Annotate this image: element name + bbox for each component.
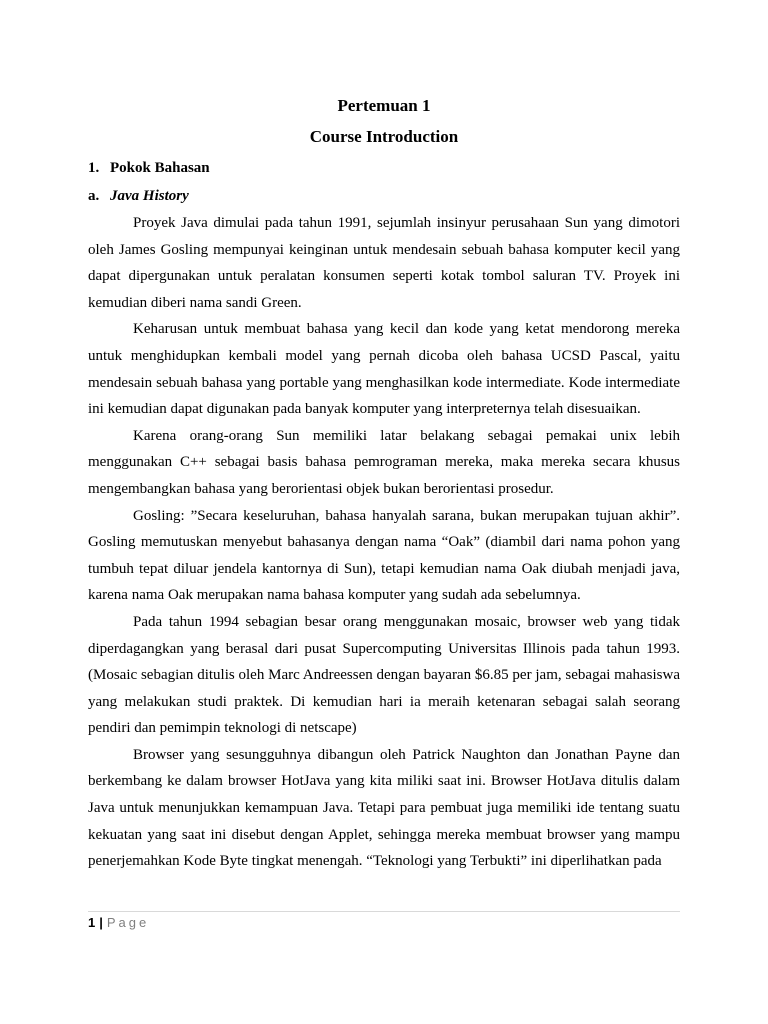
section-heading <box>88 155 680 181</box>
body-paragraph: Keharusan untuk membuat bahasa yang kecil dan kode yang ketat mendorong mereka untuk menghidupkan kembali model yang pernah dicoba oleh bahasa UCSD Pascal, yaitu mendesain sebuah bahasa yang portable yang menghasilkan kode intermediate. Kode intermediate ini kemudian dapat digunakan pada banyak komputer yang interpreternya telah disesuaikan. <box>88 321 680 418</box>
footer-page-label: Page <box>106 915 150 930</box>
body-paragraph: Gosling: ”Secara keseluruhan, bahasa hanyalah sarana, bukan merupakan tujuan akhir”. Gosling memutuskan menyebut bahasanya dengan nama “Oak” (diambil dari nama pohon yang tumbuh tepat diluar jendela kantornya di Sun), tetapi kemudian nama Oak diubah menjadi java, karena nama Oak merupakan nama bahasa komputer yang sudah ada sebelumnya. <box>88 507 680 604</box>
page-content <box>88 90 680 875</box>
subsection-heading <box>88 183 680 209</box>
body-paragraph: Browser yang sesungguhnya dibangun oleh Patrick Naughton dan Jonathan Payne dan berkembang ke dalam browser HotJava yang kita miliki saat ini. Browser HotJava ditulis dalam Java untuk menunjukkan kemampuan Java. Tetapi para pembuat juga memiliki ide tentang suatu kekuatan yang saat ini disebut dengan Applet, sehingga mereka membuat browser yang mampu penerjemahkan Kode Byte tingkat menengah. “Teknologi yang Terbukti” ini diperlihatkan pada <box>88 746 680 870</box>
footer-divider <box>88 911 680 912</box>
body-paragraph: Karena orang-orang Sun memiliki latar belakang sebagai pemakai unix lebih menggunakan C++ sebagai basis bahasa pemrograman mereka, maka mereka secara khusus mengembangkan bahasa yang berorientasi objek bukan berorientasi prosedur. <box>88 427 680 497</box>
subsection-label: Java History <box>110 188 189 204</box>
page-title: Pertemuan 1 <box>337 96 431 115</box>
page-footer <box>88 914 149 932</box>
footer-separator: | <box>99 915 103 930</box>
body-paragraph: Pada tahun 1994 sebagian besar orang menggunakan mosaic, browser web yang tidak diperdagangkan yang berasal dari pusat Supercomputing Universitas Illinois pada tahun 1993. (Mosaic sebagian ditulis oleh Marc Andreessen dengan bayaran $6.85 per jam, sebagai mahasiswa yang melakukan studi praktek. Di kemudian hari ia meraih ketenaran sebagai salah seorang pendiri dan pemimpin teknologi di netscape) <box>88 613 680 737</box>
section-label: Pokok Bahasan <box>110 160 210 176</box>
section-number: 1. <box>88 160 100 176</box>
page-subtitle: Course Introduction <box>309 127 459 146</box>
body-paragraph: Proyek Java dimulai pada tahun 1991, sejumlah insinyur perusahaan Sun yang dimotori oleh James Gosling mempunyai keinginan untuk mendesain sebuah bahasa komputer kecil yang dapat dipergunakan untuk peralatan konsumen seperti kotak tombol saluran TV. Proyek ini kemudian diberi nama sandi Green. <box>88 215 680 311</box>
subsection-number: a. <box>88 188 100 204</box>
footer-page-number: 1 <box>88 915 96 930</box>
